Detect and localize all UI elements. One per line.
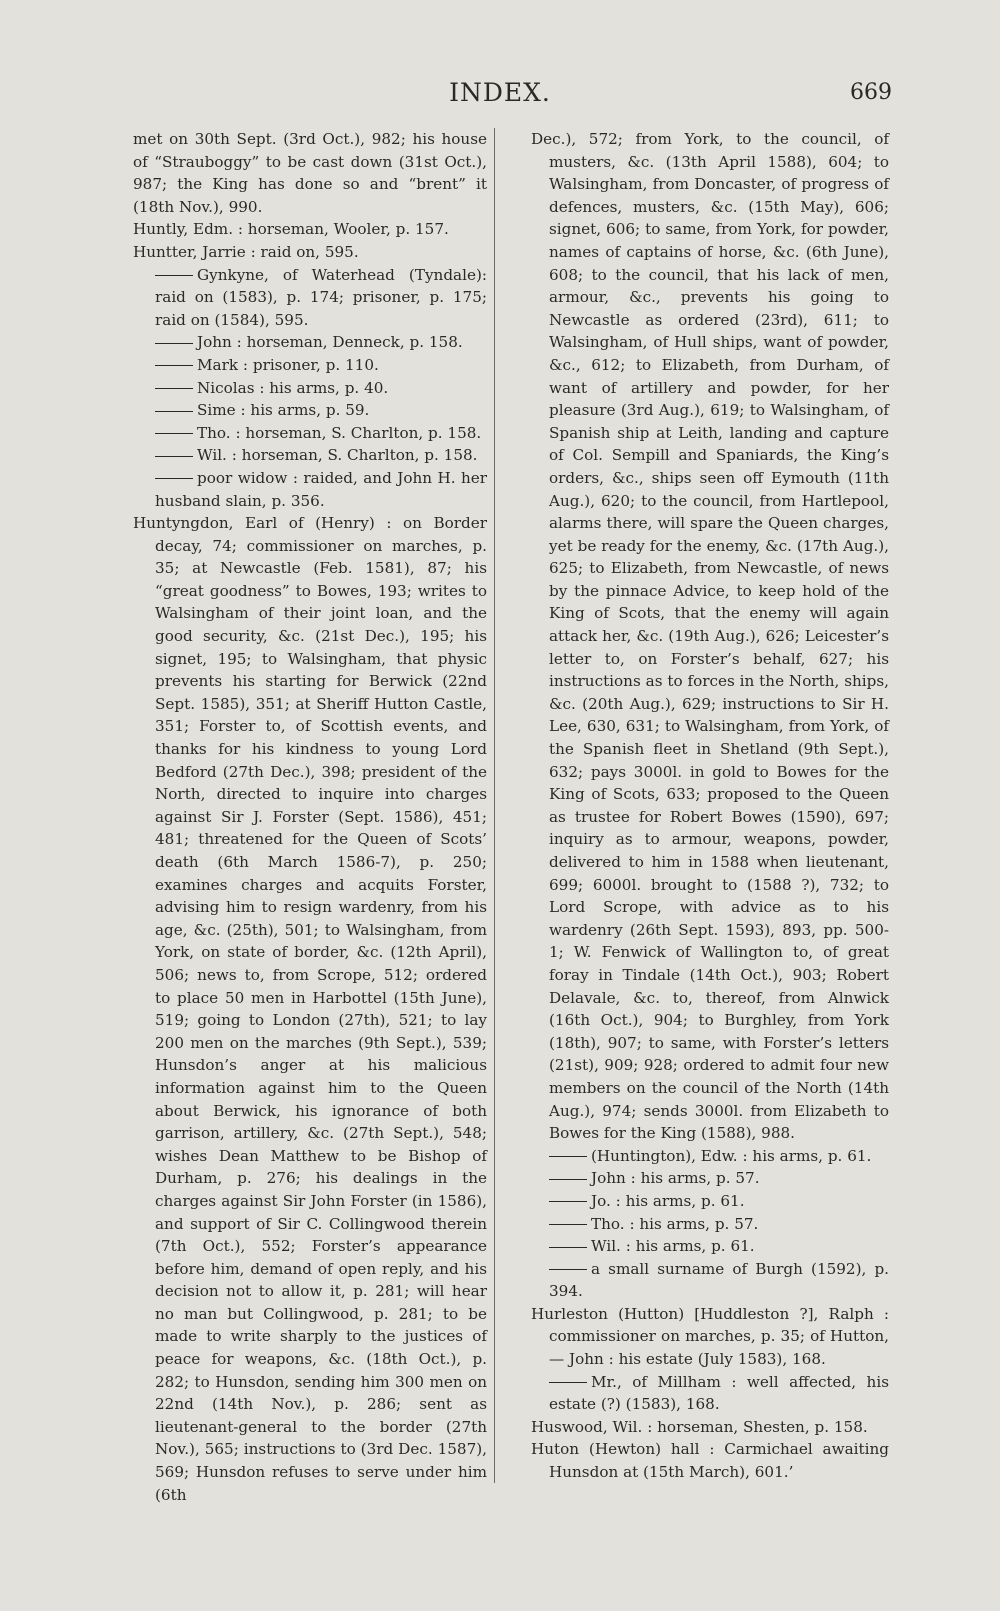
entry-text: Hurleston (Hutton) [Huddleston ?], Ralph : commissioner on marches, p. 35; of Hutton,— John : his estate (July 1583), 168. (531, 1304, 889, 1369)
index-entry-continuation (531, 128, 889, 1145)
repeat-dash (155, 456, 193, 457)
entry-text: Mark : prisoner, p. 110. (197, 355, 379, 374)
index-subentry (133, 354, 487, 377)
column-divider (494, 128, 495, 1483)
repeat-dash (549, 1156, 587, 1157)
index-subentry (133, 422, 487, 445)
repeat-dash (549, 1269, 587, 1270)
repeat-dash (155, 388, 193, 389)
repeat-dash (155, 433, 193, 434)
entry-text: Huswood, Wil. : horseman, Shesten, p. 158. (531, 1417, 868, 1436)
index-entry (133, 218, 487, 241)
repeat-dash (155, 478, 193, 479)
entry-text: Mr., of Millham : well affected, his estate (?) (1583), 168. (549, 1372, 889, 1414)
repeat-dash (155, 275, 193, 276)
entry-text: Huntter, Jarrie : raid on, 595. (133, 242, 359, 261)
index-entry (531, 1416, 889, 1439)
index-entry (531, 1303, 889, 1371)
entry-text: Huntly, Edm. : horseman, Wooler, p. 157. (133, 220, 449, 239)
index-subentry (133, 331, 487, 354)
entry-text: Gynkyne, of Waterhead (Tyndale): raid on (1583), p. 174; prisoner, p. 175; raid on (1584), 595. (155, 265, 487, 329)
page-title: INDEX. (449, 78, 551, 107)
repeat-dash (549, 1224, 587, 1225)
entry-text: (Huntington), Edw. : his arms, p. 61. (591, 1146, 872, 1165)
entry-text: Wil. : horseman, S. Charlton, p. 158. (197, 446, 478, 465)
repeat-dash (549, 1179, 587, 1180)
entry-text: Tho. : horseman, S. Charlton, p. 158. (197, 423, 482, 442)
index-subentry (133, 399, 487, 422)
entry-text: John : his arms, p. 57. (591, 1169, 760, 1188)
right-column (531, 128, 889, 1484)
repeat-dash (155, 343, 193, 344)
entry-text: Huton (Hewton) hall : Carmichael awaiting Hunsdon at (15th March), 601.’ (531, 1440, 889, 1482)
index-entry (133, 241, 487, 264)
entry-text: Tho. : his arms, p. 57. (591, 1214, 759, 1233)
page-number: 669 (850, 80, 892, 105)
index-subentry (133, 377, 487, 400)
index-entry (531, 1438, 889, 1483)
repeat-dash (549, 1382, 587, 1383)
index-entry (133, 512, 487, 1506)
index-entry-continuation (133, 128, 487, 218)
index-subentry (531, 1190, 889, 1213)
entry-text: a small surname of Burgh (1592), p. 394. (549, 1259, 889, 1301)
index-subentry (531, 1371, 889, 1416)
index-subentry (133, 467, 487, 512)
entry-text: met on 30th Sept. (3rd Oct.), 982; his house of “Strauboggy” to be cast down (31st Oct.), 987; the King has done so and “brent” it (18th Nov.), 990. (133, 130, 487, 216)
index-subentry (133, 444, 487, 467)
index-subentry (531, 1213, 889, 1236)
left-column (133, 128, 487, 1506)
index-subentry (531, 1167, 889, 1190)
entry-text: Sime : his arms, p. 59. (197, 401, 370, 420)
entry-text: Wil. : his arms, p. 61. (591, 1237, 755, 1256)
entry-text: John : horseman, Denneck, p. 158. (197, 333, 463, 352)
page-header (0, 78, 1000, 118)
index-subentry (133, 264, 487, 332)
repeat-dash (549, 1247, 587, 1248)
entry-text: Jo. : his arms, p. 61. (591, 1191, 745, 1210)
entry-text: poor widow : raided, and John H. her husband slain, p. 356. (155, 468, 487, 510)
entry-text: Dec.), 572; from York, to the council, of musters, &c. (13th April 1588), 604; to Walsingham, from Doncaster, of progress of defences, musters, &c. (15th May), 606; signet, 606; to same, from York, for powder, names of captains of horse, &c. (6th June), 608; to the council, that his lack of men, armour, &c., prevents his going to Newcastle as ordered (23rd), 611; to Walsingham, of Hull ships, want of powder, &c., 612; to Elizabeth, from Durham, of want of artillery and powder, for her pleasure (3rd Aug.), 619; to Walsingham, of Spanish ship at Leith, landing and capture of Col. Sempill and Spaniards, the King’s orders, &c., ships seen off Eymouth (11th Aug.), 620; to the council, from Hartlepool, alarms there, will spare the Queen charges, yet be ready for the enemy, &c. (17th Aug.), 625; to Elizabeth, from Newcastle, of news by the pinnace Advice, to keep hold of the King of Scots, that the enemy will again attack her, &c. (19th Aug.), 626; Leicester’s letter to, on Forster’s behalf, 627; his instructions as to forces in the North, ships, &c. (20th Aug.), 629; instructions to Sir H. Lee, 630, 631; to Walsingham, from York, of the Spanish fleet in Shetland (9th Sept.), 632; pays 3000l. in gold to Bowes for the King of Scots, 633; proposed to the Queen as trustee for Robert Bowes (1590), 697; inquiry as to armour, weapons, powder, delivered to him in 1588 when lieutenant, 699; 6000l. brought to (1588 ?), 732; to Lord Scrope, with advice as to his wardenry (26th Sept. 1593), 893, pp. 500-1; W. Fenwick of Wallington to, of great foray in Tindale (14th Oct.), 903; Robert Delavale, &c. to, thereof, from Alnwick (16th Oct.), 904; to Burghley, from York (18th), 907; to same, with Forster’s letters (21st), 909; 928; ordered to admit four new members on the council of the North (14th Aug.), 974; sends 3000l. from Elizabeth to Bowes for the King (1588), 988. (531, 130, 889, 1143)
entry-text: Nicolas : his arms, p. 40. (197, 378, 389, 397)
repeat-dash (155, 411, 193, 412)
index-subentry (531, 1235, 889, 1258)
entry-text: Huntyngdon, Earl of (Henry) : on Border decay, 74; commissioner on marches, p. 35; at Newcastle (Feb. 1581), 87; his “great goodness” to Bowes, 193; writes to Walsingham of their joint loan, and the good security, &c. (21st Dec.), 195; his signet, 195; to Walsingham, that physic prevents his starting for Berwick (22nd Sept. 1585), 351; at Sheriff Hutton Castle, 351; Forster to, of Scottish events, and thanks for his kindness to young Lord Bedford (27th Dec.), 398; president of the North, directed to inquire into charges against Sir J. Forster (Sept. 1586), 451; 481; threatened for the Queen of Scots’ death (6th March 1586-7), p. 250; examines charges and acquits Forster, advising him to resign wardenry, from his age, &c. (25th), 501; to Walsingham, from York, on state of border, &c. (12th April), 506; news to, from Scrope, 512; ordered to place 50 men in Harbottel (15th June), 519; going to London (27th), 521; to lay 200 men on the marches (9th Sept.), 539; Hunsdon’s anger at his malicious information against him to the Queen about Berwick, his ignorance of both garrison, artillery, &c. (27th Sept.), 548; wishes Dean Matthew to be Bishop of Durham, p. 276; his dealings in the charges against Sir John Forster (in 1586), and support of Sir C. Collingwood therein (7th Oct.), 552; Forster’s appearance before him, demand of open reply, and his decision not to allow it, p. 281; will hear no man but Collingwood, p. 281; to be made to write sharply to the justices of peace for weapons, &c. (18th Oct.), p. 282; to Hunsdon, sending him 300 men on 22nd (14th Nov.), p. 286; sent as lieutenant-general to the border (27th Nov.), 565; instructions to (3rd Dec. 1587), 569; Hunsdon refuses to serve under him (6th (133, 514, 487, 1504)
repeat-dash (155, 365, 193, 366)
repeat-dash (549, 1201, 587, 1202)
index-subentry (531, 1145, 889, 1168)
index-subentry (531, 1258, 889, 1303)
